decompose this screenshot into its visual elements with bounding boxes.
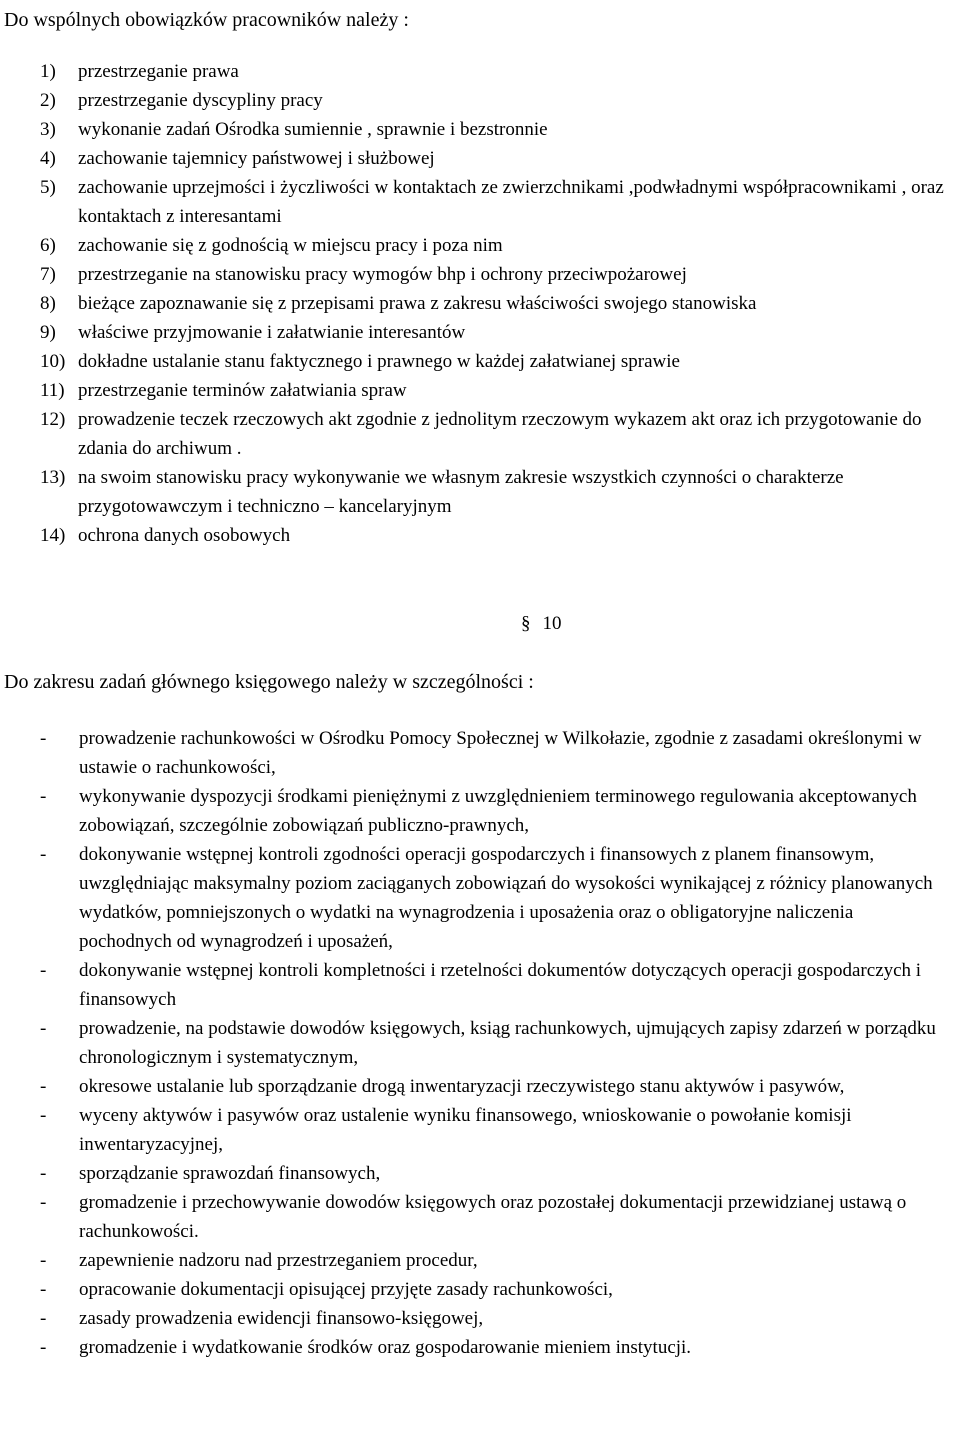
list-item <box>40 1246 950 1275</box>
list-item <box>40 782 950 840</box>
list-item <box>40 463 960 521</box>
item-number: 14) <box>40 525 66 546</box>
list-item <box>40 1188 950 1246</box>
item-text: ochrona danych osobowych <box>78 525 291 546</box>
list-item <box>40 724 950 782</box>
list-item <box>40 1014 950 1072</box>
list-item <box>40 1275 950 1304</box>
item-number: 4) <box>40 148 56 169</box>
item-text: dokładne ustalanie stanu faktycznego i prawnego w każdej załatwianej sprawie <box>78 351 680 372</box>
item-number: 3) <box>40 119 56 140</box>
item-number: 10) <box>40 351 66 372</box>
item-number: 13) <box>40 467 66 488</box>
list-item <box>40 1101 950 1159</box>
list-item <box>40 115 960 144</box>
item-dash: - <box>40 1192 47 1213</box>
list-item <box>40 144 960 173</box>
item-text: opracowanie dokumentacji opisującej przyjęte zasady rachunkowości, <box>79 1279 613 1300</box>
item-dash: - <box>40 1105 47 1126</box>
item-text: prowadzenie teczek rzeczowych akt zgodnie z jednolitym rzeczowym wykazem akt oraz ich przygotowanie do zdania do archiwum . <box>78 409 922 459</box>
item-text: okresowe ustalanie lub sporządzanie drogą inwentaryzacji rzeczywistego stanu aktywów i pasywów, <box>79 1076 845 1097</box>
item-text: dokonywanie wstępnej kontroli zgodności operacji gospodarczych i finansowych z planem finansowym, uwzględniając maksymalny poziom zaciąganych zobowiązań do wysokości wynikającej z różnicy planowanych wydatków, pomniejszonych o wydatki na wynagrodzenia i uposażenia oraz o obligatoryjne naliczenia pochodnych od wynagrodzeń i uposażeń, <box>79 844 933 952</box>
item-text: przestrzeganie prawa <box>78 61 239 82</box>
item-text: sporządzanie sprawozdań finansowych, <box>79 1163 381 1184</box>
item-text: wykonywanie dyspozycji środkami pieniężnymi z uwzględnieniem terminowego regulowania akceptowanych zobowiązań, szczególnie zobowiązań publiczno-prawnych, <box>79 786 917 836</box>
list-item <box>40 173 960 231</box>
duties-list <box>40 57 960 550</box>
item-text: wykonanie zadań Ośrodka sumiennie , sprawnie i bezstronnie <box>78 119 548 140</box>
item-number: 1) <box>40 61 56 82</box>
item-text: zachowanie uprzejmości i życzliwości w kontaktach ze zwierzchnikami ,podwładnymi współpracownikami , oraz kontaktach z interesantami <box>78 177 944 227</box>
item-text: prowadzenie rachunkowości w Ośrodku Pomocy Społecznej w Wilkołazie, zgodnie z zasadami określonymi w ustawie o rachunkowości, <box>79 728 922 778</box>
item-text: na swoim stanowisku pracy wykonywanie we własnym zakresie wszystkich czynności o charakterze przygotowawczym i techniczno – kancelaryjnym <box>78 467 844 517</box>
item-text: zasady prowadzenia ewidencji finansowo-księgowej, <box>79 1308 484 1329</box>
item-text: dokonywanie wstępnej kontroli kompletności i rzetelności dokumentów dotyczących operacji gospodarczych i finansowych <box>79 960 922 1010</box>
list-item <box>40 1159 950 1188</box>
list-item <box>40 521 960 550</box>
item-number: 6) <box>40 235 56 256</box>
item-number: 8) <box>40 293 56 314</box>
list-item <box>40 405 960 463</box>
item-text: przestrzeganie dyscypliny pracy <box>78 90 323 111</box>
item-dash: - <box>40 1076 47 1097</box>
item-number: 9) <box>40 322 56 343</box>
list-item <box>40 956 950 1014</box>
item-dash: - <box>40 1279 47 1300</box>
list-item <box>40 57 960 86</box>
list-item <box>40 1333 950 1362</box>
item-text: przestrzeganie na stanowisku pracy wymogów bhp i ochrony przeciwpożarowej <box>78 264 687 285</box>
list-item <box>40 86 960 115</box>
item-number: 2) <box>40 90 56 111</box>
item-dash: - <box>40 728 47 749</box>
item-text: gromadzenie i przechowywanie dowodów księgowych oraz pozostałej dokumentacji przewidzianej ustawą o rachunkowości. <box>79 1192 907 1242</box>
list-item <box>40 1304 950 1333</box>
item-number: 7) <box>40 264 56 285</box>
item-text: przestrzeganie terminów załatwiania spraw <box>78 380 407 401</box>
section-number-value: 10 <box>542 613 562 634</box>
item-dash: - <box>40 1163 47 1184</box>
item-dash: - <box>40 786 47 807</box>
item-text: zachowanie się z godnością w miejscu pracy i poza nim <box>78 235 503 256</box>
section-symbol: § <box>521 613 531 634</box>
item-text: prowadzenie, na podstawie dowodów księgowych, ksiąg rachunkowych, ujmujących zapisy zdarzeń w porządku chronologicznym i systematycznym, <box>79 1018 936 1068</box>
item-text: właściwe przyjmowanie i załatwianie interesantów <box>78 322 466 343</box>
item-text: zachowanie tajemnicy państwowej i służbowej <box>78 148 435 169</box>
item-number: 5) <box>40 177 56 198</box>
list-item <box>40 260 960 289</box>
item-dash: - <box>40 844 47 865</box>
list-item <box>40 347 960 376</box>
item-dash: - <box>40 1250 47 1271</box>
section-number <box>521 609 562 638</box>
tasks-list <box>40 724 950 1362</box>
list-item <box>40 231 960 260</box>
item-number: 12) <box>40 409 66 430</box>
list-item <box>40 840 950 956</box>
item-text: gromadzenie i wydatkowanie środków oraz gospodarowanie mieniem instytucji. <box>79 1337 692 1358</box>
item-dash: - <box>40 1018 47 1039</box>
item-text: bieżące zapoznawanie się z przepisami prawa z zakresu właściwości swojego stanowiska <box>78 293 757 314</box>
list-item <box>40 289 960 318</box>
tasks-heading: Do zakresu zadań głównego księgowego należy w szczególności : <box>4 671 534 693</box>
item-text: zapewnienie nadzoru nad przestrzeganiem procedur, <box>79 1250 478 1271</box>
list-item <box>40 376 960 405</box>
item-dash: - <box>40 1308 47 1329</box>
list-item <box>40 318 960 347</box>
item-text: wyceny aktywów i pasywów oraz ustalenie wyniku finansowego, wnioskowanie o powołanie komisji inwentaryzacyjnej, <box>79 1105 852 1155</box>
item-dash: - <box>40 960 47 981</box>
item-number: 11) <box>40 380 65 401</box>
item-dash: - <box>40 1337 47 1358</box>
list-item <box>40 1072 950 1101</box>
duties-heading: Do wspólnych obowiązków pracowników należy : <box>4 9 409 31</box>
